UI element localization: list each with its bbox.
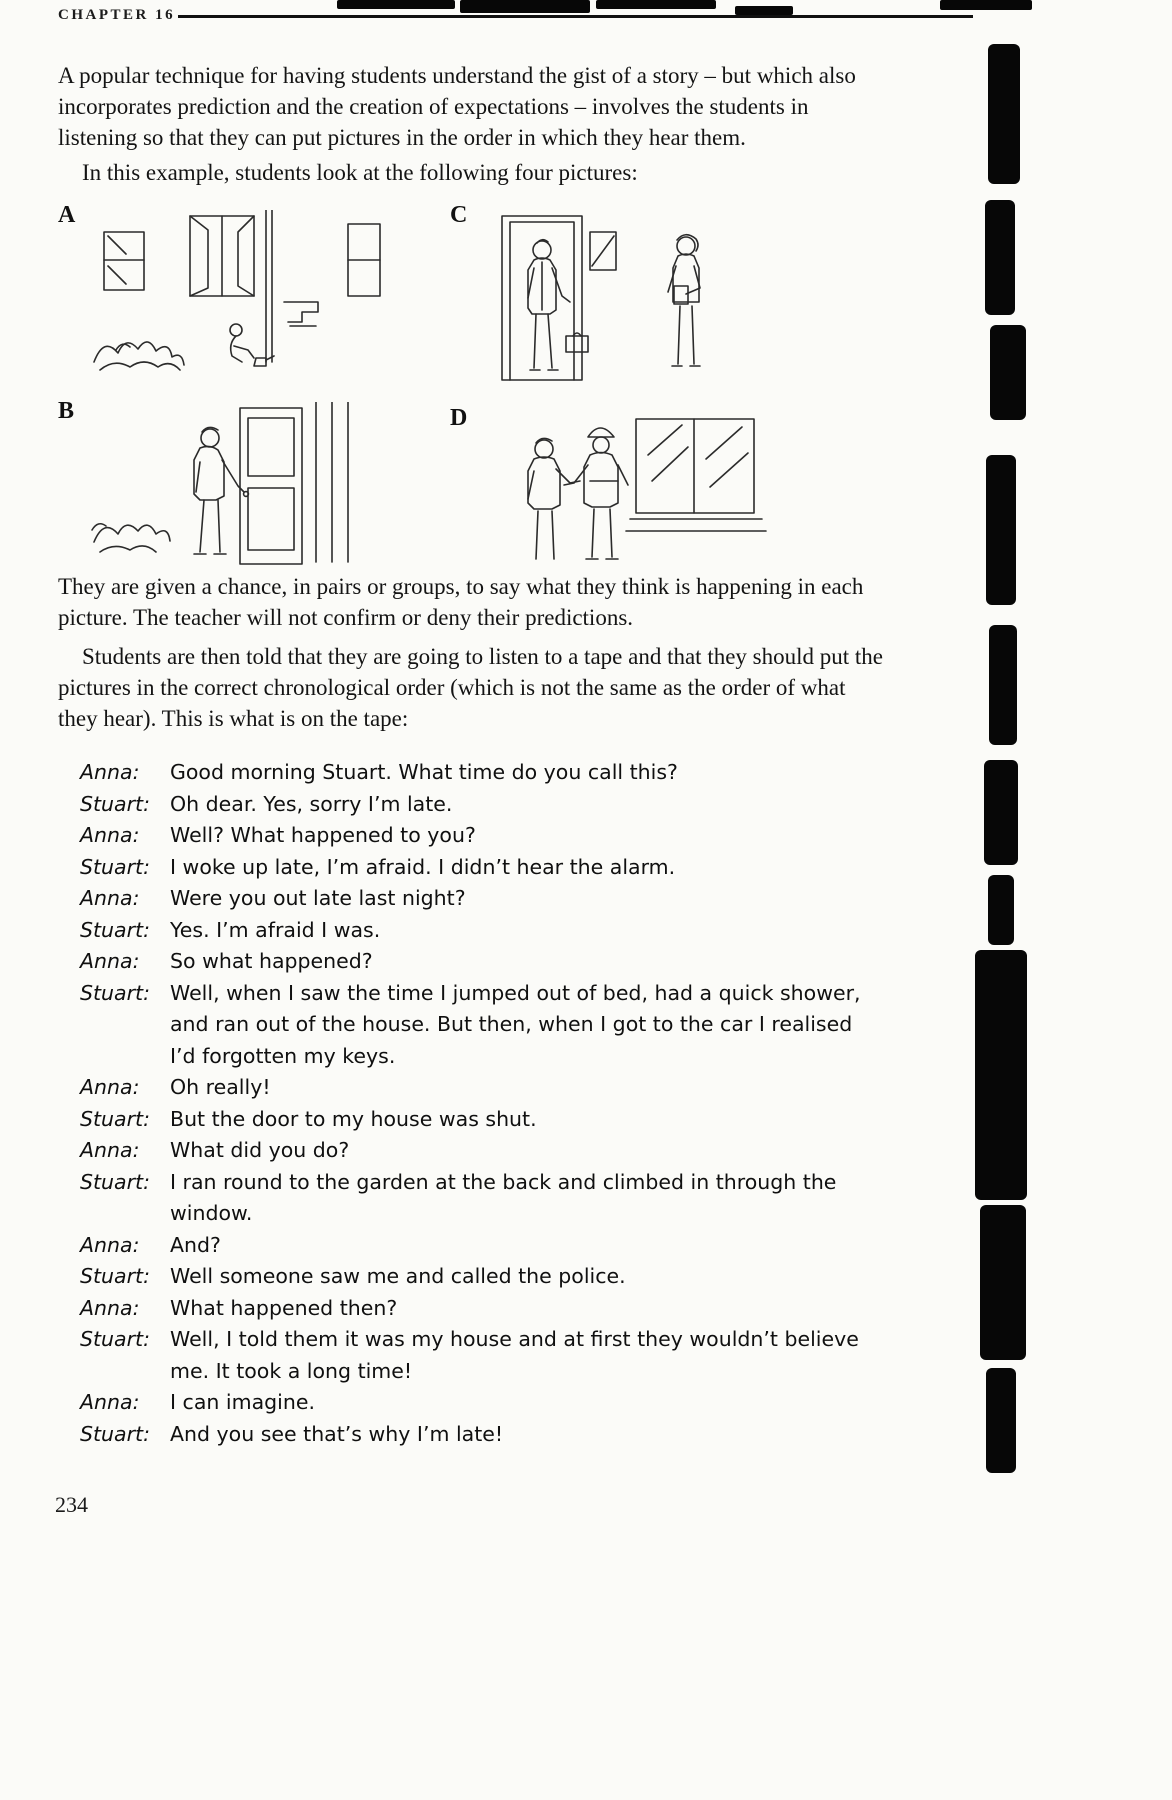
dialogue-text: Good morning Stuart. What time do you call this?	[170, 760, 678, 784]
picture-b-illustration	[88, 402, 360, 568]
picture-d-label: D	[450, 405, 468, 431]
page-number: 234	[55, 1492, 88, 1517]
chapter-header: CHAPTER 16	[58, 7, 176, 23]
dialogue-speaker: Anna:	[80, 949, 140, 973]
dialogue-speaker: Anna:	[80, 1075, 140, 1099]
dialogue-speaker: Stuart:	[80, 1169, 150, 1194]
scan-artifact	[986, 1368, 1016, 1473]
picture-c-illustration	[490, 210, 752, 386]
scan-artifact	[337, 0, 455, 9]
scan-artifact	[990, 325, 1026, 420]
dialogue-text: I ran round to the garden at the back and climbed in through the window.	[170, 1169, 837, 1225]
paragraph-tape: Students are then told that they are going to listen to a tape and that they should put the pictures in the correct chronological order (which is not the same as the order of what they hear). This is what is on the tape:	[58, 644, 883, 731]
picture-b	[58, 398, 388, 568]
dialogue-transcript	[80, 757, 875, 1450]
dialogue-speaker: Stuart:	[80, 1264, 150, 1288]
dialogue-speaker: Anna:	[80, 1390, 140, 1414]
paragraph-example: In this example, students look at the following four pictures:	[82, 160, 638, 185]
picture-a-illustration	[86, 210, 388, 396]
dialogue-speaker: Stuart:	[80, 1106, 150, 1131]
dialogue-line	[80, 852, 875, 884]
dialogue-text: I can imagine.	[170, 1390, 315, 1414]
dialogue-speaker: Stuart:	[80, 980, 150, 1005]
dialogue-line	[80, 1324, 875, 1387]
scan-artifact	[989, 625, 1017, 745]
scan-artifact	[984, 760, 1018, 865]
dialogue-line	[80, 757, 875, 789]
scan-artifact	[460, 0, 590, 13]
dialogue-line	[80, 1261, 875, 1293]
dialogue-speaker: Anna:	[80, 1138, 140, 1162]
dialogue-text: But the door to my house was shut.	[170, 1106, 537, 1131]
dialogue-line	[80, 1387, 875, 1419]
dialogue-speaker: Anna:	[80, 760, 140, 784]
dialogue-line	[80, 1072, 875, 1104]
dialogue-line	[80, 1293, 875, 1325]
dialogue-line	[80, 1135, 875, 1167]
picture-d	[450, 405, 790, 567]
scan-artifact	[975, 950, 1027, 1200]
scan-artifact	[735, 6, 793, 15]
picture-a	[58, 202, 398, 397]
scan-artifact	[988, 875, 1014, 945]
dialogue-speaker: Stuart:	[80, 1421, 150, 1446]
dialogue-speaker: Anna:	[80, 1295, 140, 1320]
dialogue-text: And you see that’s why I’m late!	[170, 1421, 504, 1446]
dialogue-text: I woke up late, I’m afraid. I didn’t hear the alarm.	[170, 854, 676, 879]
dialogue-line	[80, 1230, 875, 1262]
dialogue-text: Well, when I saw the time I jumped out of bed, had a quick shower, and ran out of the house. But then, when I got to the car I realised I’d forgotten my keys.	[170, 980, 861, 1068]
dialogue-line	[80, 883, 875, 915]
dialogue-line	[80, 978, 875, 1073]
dialogue-line	[80, 1167, 875, 1230]
dialogue-line	[80, 946, 875, 978]
dialogue-text: Oh really!	[170, 1075, 271, 1099]
dialogue-text: Well, I told them it was my house and at first they wouldn’t believe me. It took a long time!	[170, 1327, 859, 1383]
scan-artifact	[980, 1205, 1026, 1360]
picture-d-illustration	[500, 411, 772, 567]
picture-c	[450, 202, 780, 392]
scan-artifact	[988, 44, 1020, 184]
paragraph-intro: A popular technique for having students understand the gist of a story – but which also incorporates prediction and the creation of expectations – involves the students in listening so that they can put pictures in the order in which they hear them.	[58, 63, 856, 150]
dialogue-speaker: Anna:	[80, 1232, 140, 1257]
picture-a-label: A	[58, 202, 76, 228]
dialogue-text: Well someone saw me and called the police.	[170, 1264, 626, 1288]
scan-artifact	[940, 0, 1032, 10]
dialogue-text: Were you out late last night?	[170, 886, 466, 910]
dialogue-speaker: Stuart:	[80, 1327, 150, 1351]
header-rule	[178, 15, 973, 18]
scan-artifact	[596, 0, 716, 9]
paragraph-pairs: They are given a chance, in pairs or groups, to say what they think is happening in each picture. The teacher will not confirm or deny their predictions.	[58, 574, 864, 630]
dialogue-line	[80, 1419, 875, 1451]
dialogue-speaker: Stuart:	[80, 791, 150, 816]
dialogue-text: Yes. I’m afraid I was.	[170, 917, 381, 942]
dialogue-line	[80, 1104, 875, 1136]
dialogue-text: Oh dear. Yes, sorry I’m late.	[170, 791, 453, 816]
picture-c-label: C	[450, 202, 468, 228]
dialogue-text: What happened then?	[170, 1295, 398, 1320]
dialogue-text: Well? What happened to you?	[170, 823, 476, 847]
dialogue-speaker: Anna:	[80, 886, 140, 910]
dialogue-text: What did you do?	[170, 1138, 350, 1162]
dialogue-line	[80, 789, 875, 821]
scan-artifact	[985, 200, 1015, 315]
dialogue-speaker: Stuart:	[80, 854, 150, 879]
dialogue-line	[80, 915, 875, 947]
scan-artifact	[986, 455, 1016, 605]
dialogue-speaker: Stuart:	[80, 917, 150, 942]
dialogue-text: And?	[170, 1232, 221, 1257]
dialogue-line	[80, 820, 875, 852]
dialogue-text: So what happened?	[170, 949, 373, 973]
picture-b-label: B	[58, 398, 75, 424]
dialogue-speaker: Anna:	[80, 823, 140, 847]
